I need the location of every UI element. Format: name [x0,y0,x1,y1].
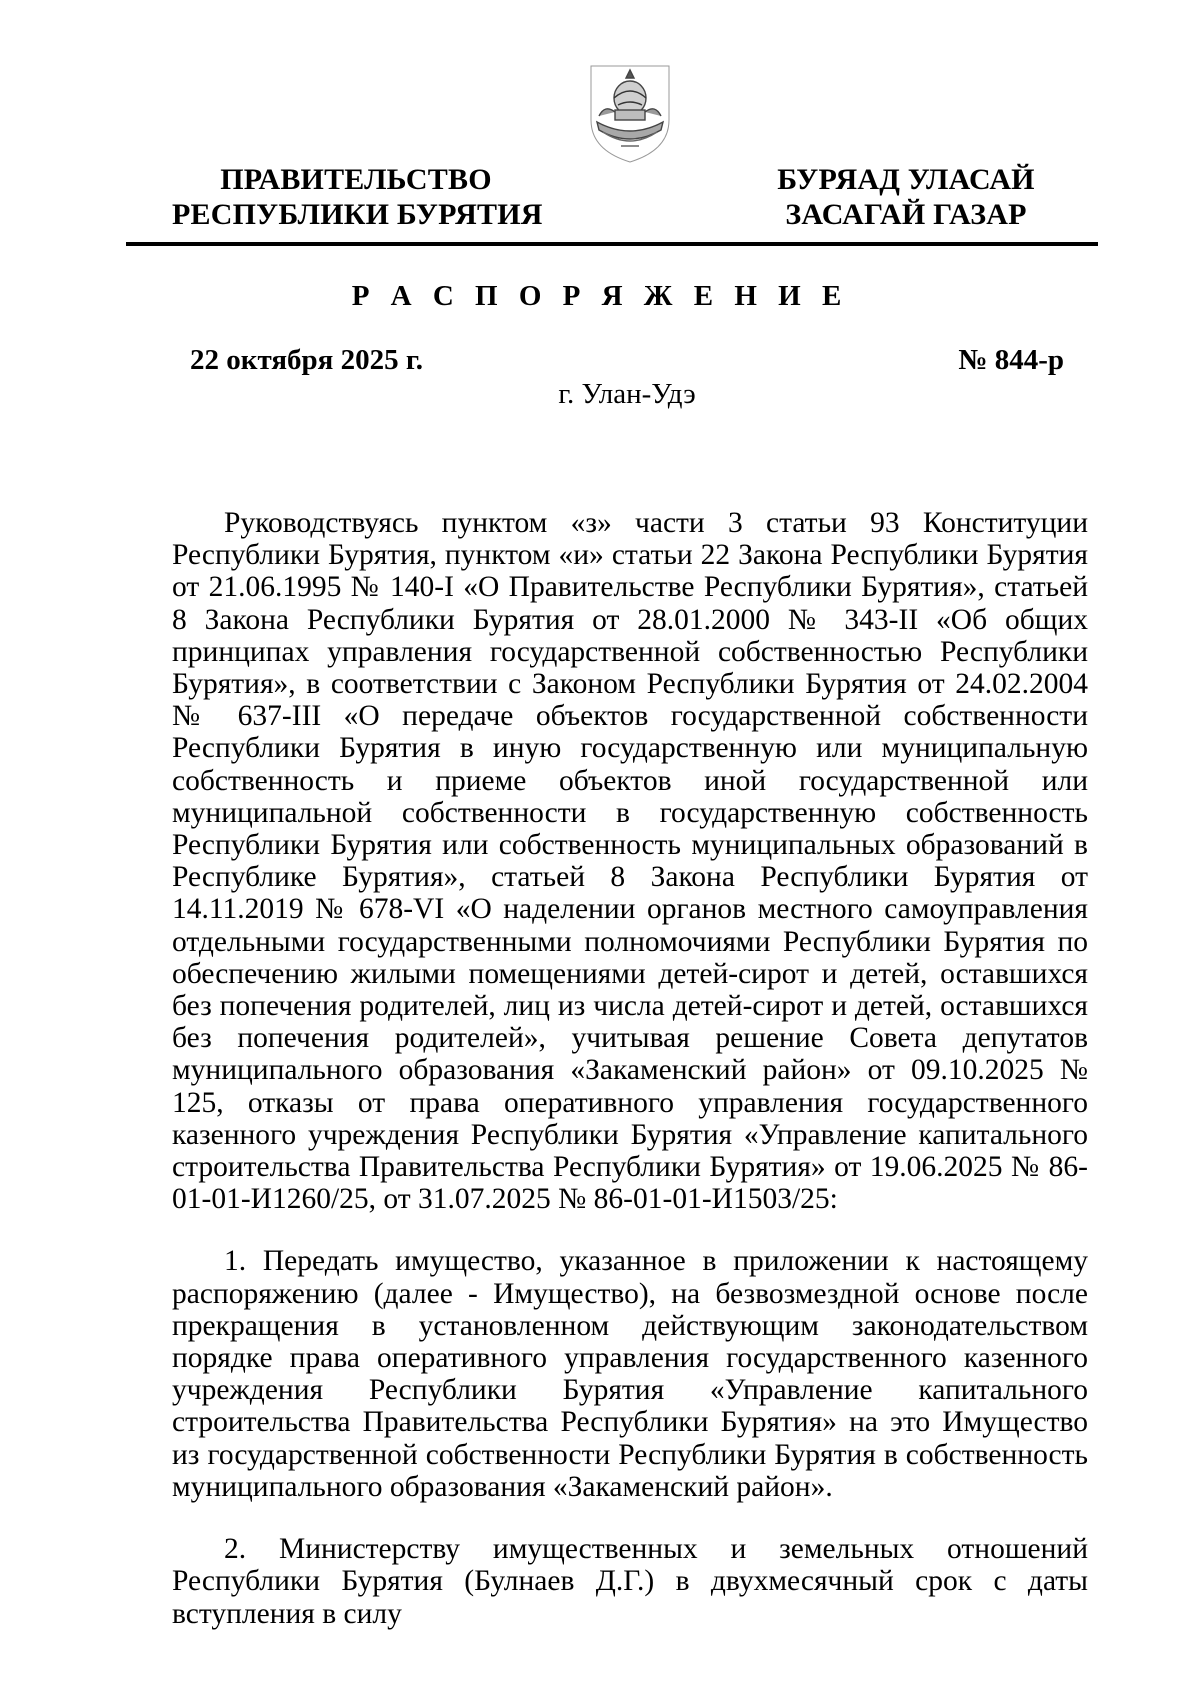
coat-of-arms-icon [585,58,675,166]
document-body [172,507,1088,1630]
org-ru-line2: РЕСПУБЛИКИ БУРЯТИЯ [172,198,543,231]
org-bua-line2: ЗАСАГАЙ ГАЗАР [785,198,1027,231]
preamble-paragraph: Руководствуясь пунктом «з» части 3 статьи 93 Конституции Республики Бурятия, пунктом «и» статьи 22 Закона Республики Бурятия от 21.06.1995 № 140-I «О Правительстве Республики Бурятия», статьей 8 Закона Республики Бурятия от 28.01.2000 № 343-II «Об общих принципах управления государственной собственностью Республики Бурятия», в соответствии с Законом Республики Бурятия от 24.02.2004 № 637-III «О передаче объектов государственной собственности Республики Бурятия в иную государственную или муниципальную собственность и приеме объектов иной государственной или муниципальной собственности в государственную собственность Республики Бурятия или собственность муниципальных образований в Республике Бурятия», статьей 8 Закона Республики Бурятия от 14.11.2019 № 678-VI «О наделении органов местного самоуправления отдельными государственными полномочиями Республики Бурятия по обеспечению жилыми помещениями детей-сирот и детей, оставшихся без попечения родителей, лиц из числа детей-сирот и детей, оставшихся без попечения родителей», учитывая решение Совета депутатов муниципального образования «Закаменский район» от 09.10.2025 № 125, отказы от права оперативного управления государственного казенного учреждения Республики Бурятия «Управление капитального строительства Правительства Республики Бурятия» от 19.06.2025 № 86-01-01-И1260/25, от 31.07.2025 № 86-01-01-И1503/25: [172,507,1088,1216]
government-name-russian [172,162,543,232]
document-number: № 844-р [958,344,1064,376]
header-divider [126,242,1098,246]
clause-1-paragraph: 1. Передать имущество, указанное в приложении к настоящему распоряжению (далее - Имущество), на безвозмездной основе после прекращения в установленном действующим законодательством порядке права оперативного управления государственного казенного учреждения Республики Бурятия «Управление капитального строительства Правительства Республики Бурятия» на это Имущество из государственной собственности Республики Бурятия в собственность муниципального образования «Закаменский район». [172,1245,1088,1503]
org-bua-line1: БУРЯАД УЛАСАЙ [777,163,1035,196]
document-date: 22 октября 2025 г. [190,344,423,376]
org-ru-line1: ПРАВИТЕЛЬСТВО [220,163,492,196]
document-type: Р А С П О Р Я Ж Е Н И Е [351,280,849,312]
clause-2-paragraph: 2. Министерству имущественных и земельных отношений Республики Бурятия (Булнаев Д.Г.) в двухмесячный срок с даты вступления в силу [172,1533,1088,1630]
document-city: г. Улан-Удэ [558,378,696,410]
government-name-buryat [750,162,1062,232]
